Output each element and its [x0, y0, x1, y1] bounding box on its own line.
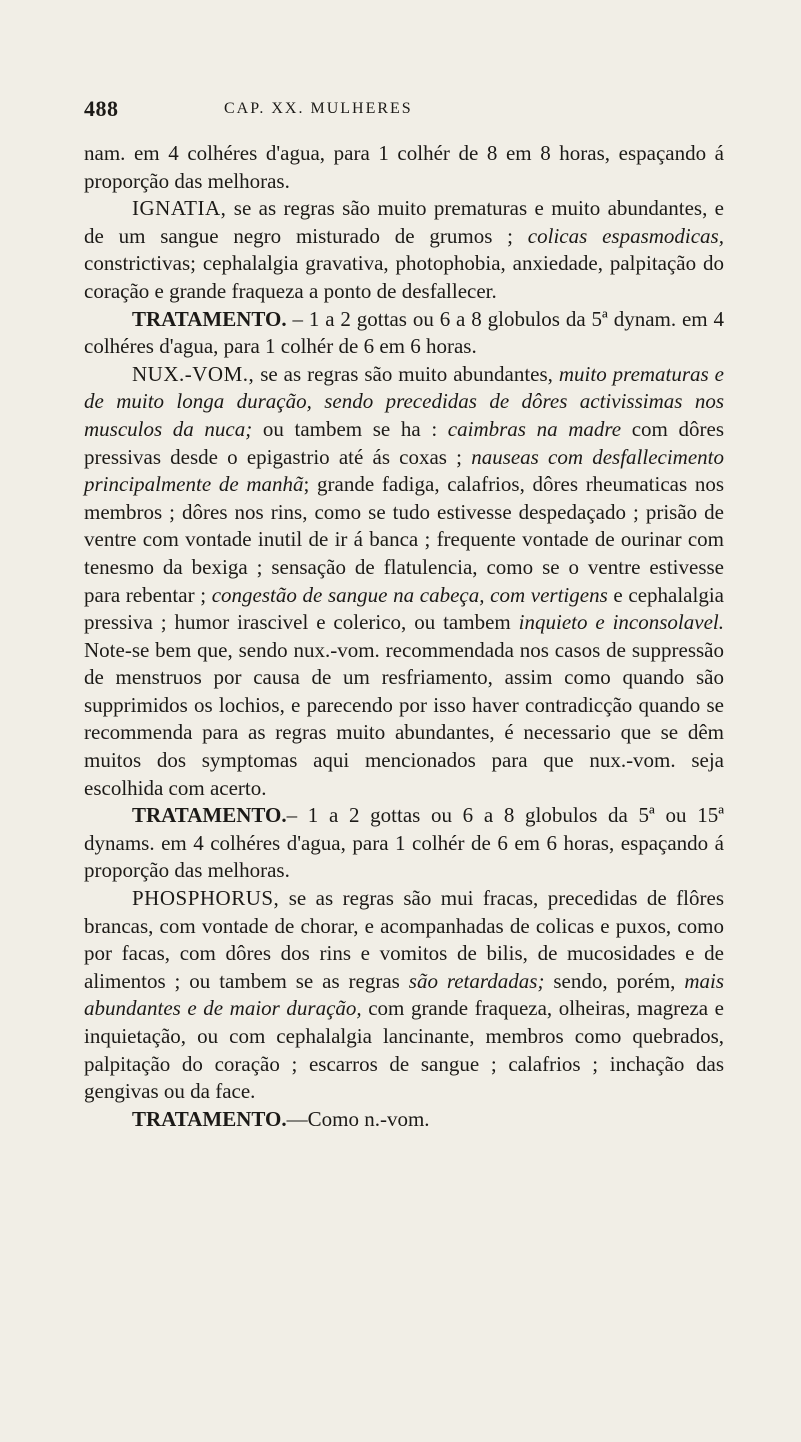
remedy-name: PHOSPHORUS,: [132, 886, 280, 911]
emphasis-text: congestão de sangue na cabeça, com vertigens: [211, 582, 608, 607]
paragraph-text: – 1 a 2 gottas ou 6 a 8 globulos da 5ª dynam. em 4 colhéres d'agua, para 1 colhér de 6 em 6 horas.: [84, 306, 724, 359]
paragraph-text: nam. em 4 colhéres d'agua, para 1 colhér de 8 em 8 horas, espaçando á proporção das melhoras.: [84, 141, 724, 193]
paragraph-text: —Como n.-vom.: [286, 1106, 430, 1131]
emphasis-text: muito prematuras e de muito longa duração, sendo precedidas de dôres activissimas nos musculos da nuca;: [84, 361, 724, 441]
page-body: [84, 140, 724, 1133]
paragraph-text: ; grande fadiga, calafrios, dôres rheumaticas nos membros ; dôres nos rins, como se tudo estivesse despedaçado ; prisão de ventre com vontade inutil de ir á banca ; frequente vontade de ourinar com tenesmo da bexiga ; sensação de flatulencia, como se o ventre estivesse para rebentar ;: [84, 472, 725, 607]
treatment-heading: TRATAMENTO.: [132, 306, 287, 331]
emphasis-text: inquieto e inconsolavel.: [518, 610, 724, 635]
paragraph-nux-vom: [84, 361, 724, 803]
paragraph-text: com dôres pressivas desde o epigastrio até ás coxas ;: [84, 416, 725, 469]
paragraph-text: se as regras são mui fracas, precedidas de flôres brancas, com vontade de chorar, e acompanhadas de colicas e puxos, como por facas, com dôres dos rins e vomitos de bilis, de mucosidades e de alimentos ; ou tambem se as regras: [84, 886, 724, 993]
emphasis-text: nauseas com desfallecimento principalmente de manhã: [84, 444, 724, 497]
emphasis-text: caimbras na madre: [447, 416, 622, 441]
emphasis-text: colicas espasmodicas,: [527, 223, 724, 248]
treatment-heading: TRATAMENTO.: [132, 803, 287, 828]
remedy-name: NUX.-VOM.,: [132, 361, 255, 386]
emphasis-text: são retardadas;: [408, 968, 545, 993]
page-number: 488: [84, 96, 119, 121]
paragraph-text: se as regras são muito prematuras e muito abundantes, e de um sangue negro misturado de grumos ;: [84, 196, 724, 248]
treatment-heading: TRATAMENTO.: [132, 1106, 287, 1131]
remedy-name: IGNATIA,: [132, 196, 227, 221]
paragraph-ignatia: [84, 195, 724, 305]
running-head: CAP. XX. MULHERES: [224, 100, 413, 117]
paragraph-text: Note-se bem que, sendo nux.-vom. recommendada nos casos de suppressão de menstruos por causa de um resfriamento, assim como quando são supprimidos os lochios, e parecendo por isso haver contradicção quando se recommenda para as regras muito abundantes, é necessario que se dêm muitos dos symptomas aqui mencionados para que nux.-vom. seja escolhida com acerto.: [84, 637, 724, 800]
page-header: [84, 96, 724, 130]
paragraph-text: constrictivas; cephalalgia gravativa, photophobia, anxiedade, palpitação do coração e grande fraqueza a ponto de desfallecer.: [84, 251, 724, 303]
paragraph-text: e cephalalgia pressiva ; humor irascivel e colerico, ou tambem: [84, 582, 724, 635]
paragraph-text: com grande fraqueza, olheiras, magreza e inquietação, ou com cephalalgia lancinante, membros como quebrados, palpitação do coração ; escarros de sangue ; calafrios ; inchação das gengivas ou da face.: [84, 996, 725, 1104]
paragraph-phosphorus: [84, 885, 724, 1106]
paragraph-tratamento-phosphorus: [84, 1106, 724, 1134]
paragraph-text: ou tambem se ha :: [252, 416, 448, 441]
paragraph-text: se as regras são muito abundantes,: [254, 361, 559, 386]
paragraph-text: – 1 a 2 gottas ou 6 a 8 globulos da 5ª ou 15ª dynams. em 4 colhéres d'agua, para 1 colhér de 6 em 6 horas, espaçando á proporção das melhoras.: [84, 803, 724, 883]
paragraph-text: sendo, porém,: [544, 968, 685, 993]
paragraph-tratamento-nux: [84, 802, 724, 885]
emphasis-text: mais abundantes e de maior duração,: [84, 968, 724, 1021]
paragraph-tratamento-ignatia: [84, 306, 724, 361]
paragraph-continuation: [84, 140, 724, 195]
